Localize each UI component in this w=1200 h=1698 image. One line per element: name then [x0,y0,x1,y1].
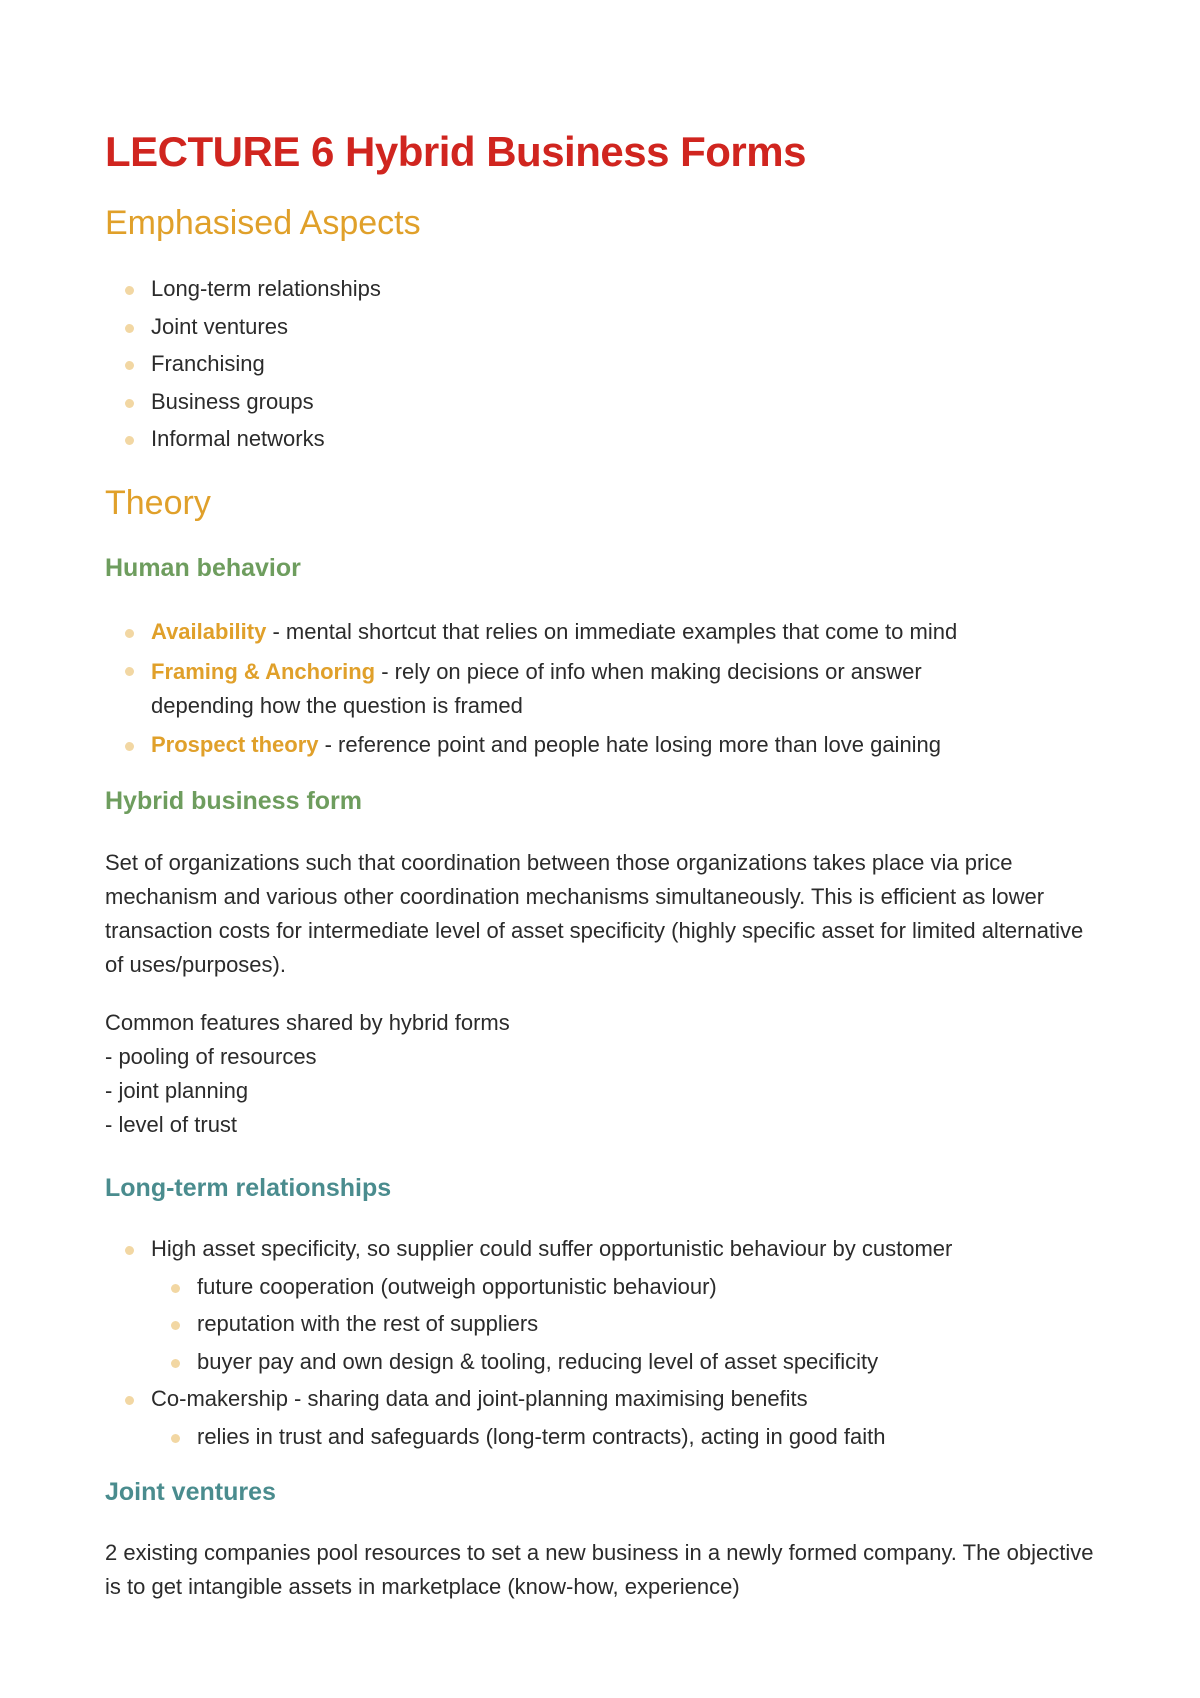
features-block [105,1006,1095,1142]
list-item [105,617,1005,647]
sub-list-item: buyer pay and own design & tooling, reducing level of asset specificity [105,1347,952,1377]
features-intro: Common features shared by hybrid forms [105,1010,510,1035]
joint-ventures-heading: Joint ventures [105,1478,276,1506]
feature-item: - pooling of resources [105,1044,317,1069]
list-item: Business groups [105,387,381,417]
list-item [105,730,1005,760]
sub-list-item: relies in trust and safeguards (long-term contracts), acting in good faith [105,1422,952,1452]
list-item: Franchising [105,349,381,379]
sub-list-item: future cooperation (outweigh opportunistic behaviour) [105,1272,952,1302]
list-item: Co-makership - sharing data and joint-planning maximising benefits [105,1384,952,1414]
term: Availability [151,619,267,644]
feature-item: - level of trust [105,1112,238,1137]
hybrid-form-heading: Hybrid business form [105,787,362,815]
list-item: High asset specificity, so supplier could suffer opportunistic behaviour by customer [105,1234,952,1264]
term: Prospect theory [151,732,319,757]
sub-list-item: reputation with the rest of suppliers [105,1309,952,1339]
list-item: Informal networks [105,424,381,454]
emphasised-list [105,274,381,462]
list-item: Joint ventures [105,312,381,342]
term: Framing & Anchoring [151,658,376,684]
feature-item: - joint planning [105,1078,249,1103]
long-term-heading: Long-term relationships [105,1174,392,1202]
long-term-list [105,1234,952,1459]
joint-ventures-paragraph: 2 existing companies pool resources to set a new business in a newly formed company. The objective is to get intangible assets in marketplace (know-how, experience) [105,1540,1094,1599]
human-behavior-heading: Human behavior [105,554,301,582]
human-behavior-list [105,617,1005,768]
emphasised-heading: Emphasised Aspects [105,204,421,242]
definition: - rely on piece of info when making decisions or answer depending how the question is framed [151,658,922,718]
list-item: Long-term relationships [105,274,381,304]
hybrid-form-paragraph: Set of organizations such that coordination between those organizations takes place via price mechanism and various other coordination mechanisms simultaneously. This is efficient as lower transaction costs for intermediate level of asset specificity (highly specific asset for limited alternative of uses/purposes). [105,850,1084,977]
list-item [105,655,1005,723]
page-title: LECTURE 6 Hybrid Business Forms [105,128,806,175]
definition: - mental shortcut that relies on immediate examples that come to mind [266,619,958,644]
theory-heading: Theory [105,484,211,522]
definition: - reference point and people hate losing more than love gaining [318,732,942,757]
